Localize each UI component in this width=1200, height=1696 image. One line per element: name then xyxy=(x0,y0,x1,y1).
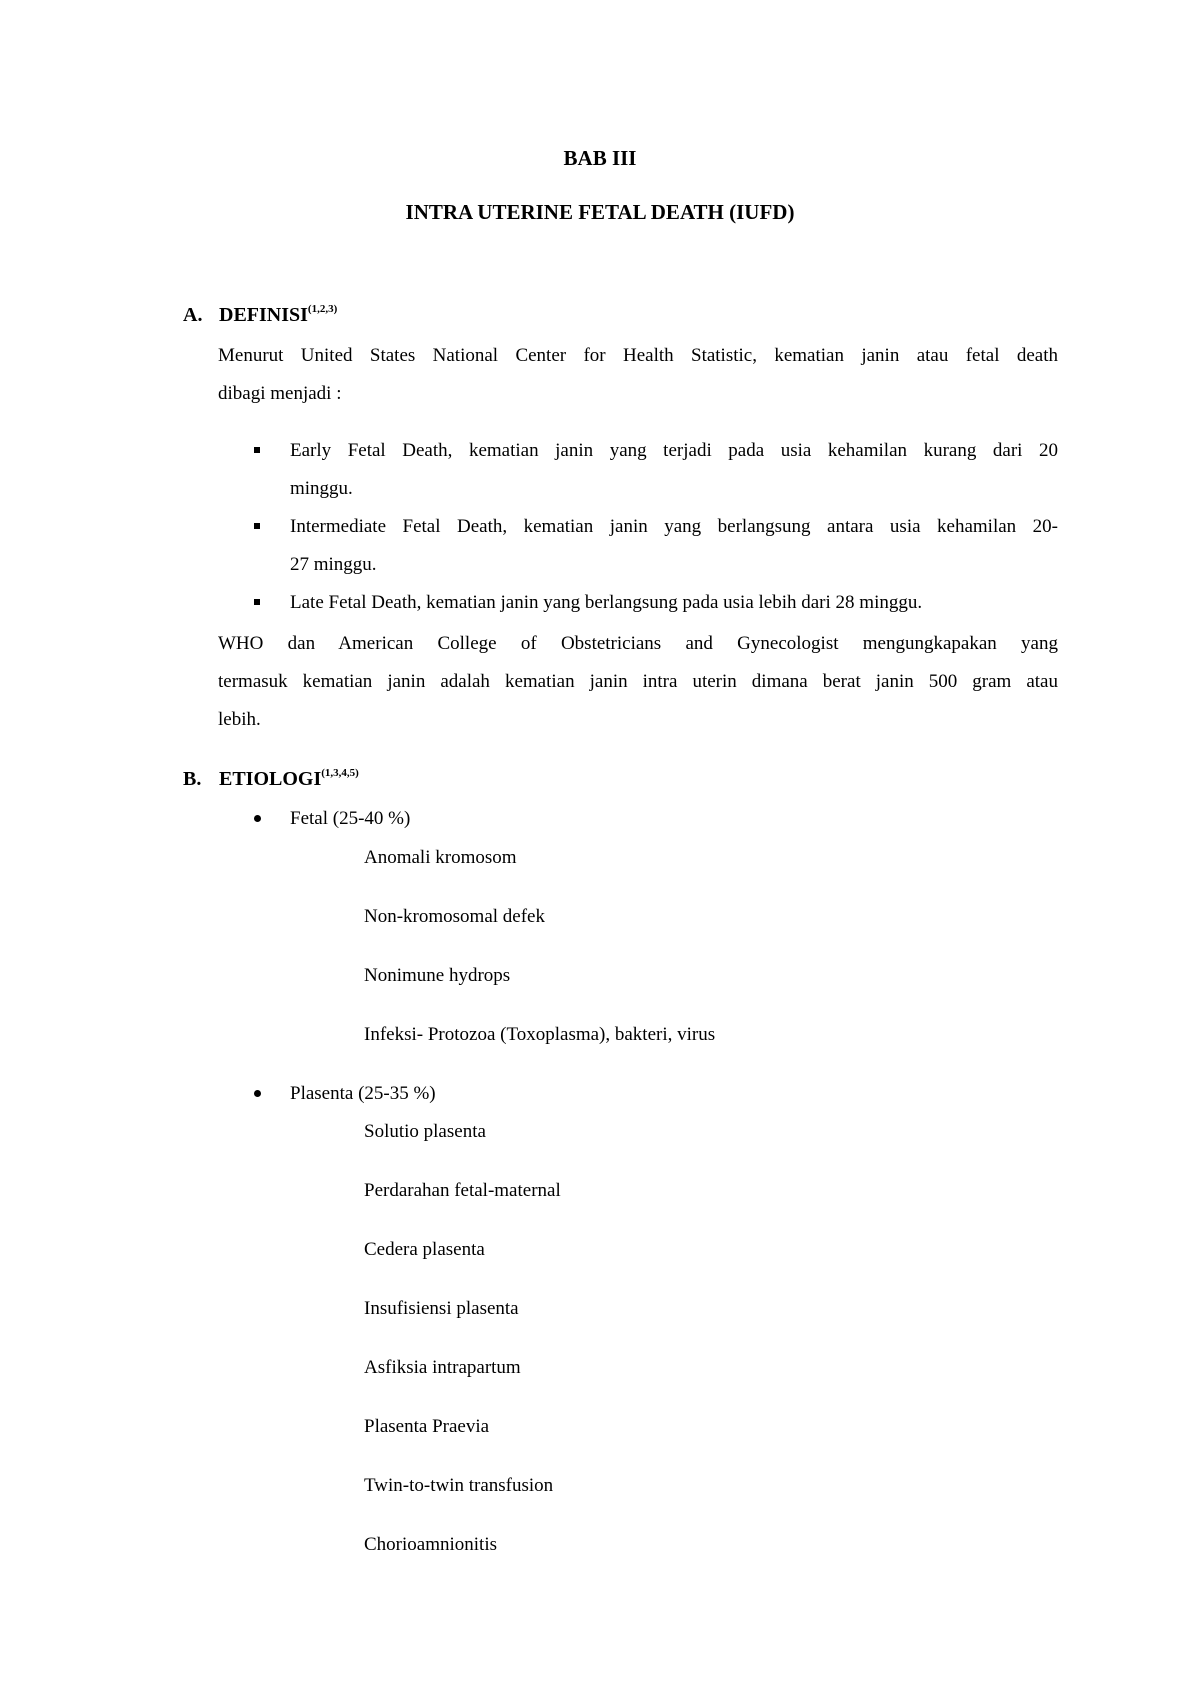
section-a-refs: (1,2,3) xyxy=(307,303,338,315)
etiology-item: Non-kromosomal defek xyxy=(364,906,545,927)
etiology-item: Solutio plasenta xyxy=(364,1121,486,1142)
etiology-item: Asfiksia intrapartum xyxy=(364,1357,521,1378)
etiology-item: Perdarahan fetal-maternal xyxy=(364,1180,561,1201)
section-a-heading xyxy=(183,303,337,327)
square-bullet-icon xyxy=(254,599,260,605)
fetal-death-types-list xyxy=(218,432,1058,622)
etiology-item: Plasenta Praevia xyxy=(364,1416,490,1437)
intro-line: dibagi menjadi : xyxy=(218,383,342,404)
closing-line: termasuk kematian janin adalah kematian janin intra uterin dimana berat janin 500 gram atau xyxy=(218,671,1058,692)
etiology-item: Nonimune hydrops xyxy=(364,965,511,986)
etiology-group-label: Fetal (25-40 %) xyxy=(290,808,411,829)
section-a-closing xyxy=(218,625,1058,739)
section-a-letter: A. xyxy=(183,304,203,326)
list-item xyxy=(218,432,1058,508)
etiology-item: Anomali kromosom xyxy=(364,847,517,868)
list-item-line: Intermediate Fetal Death, kematian janin yang berlangsung antara usia kehamilan 20- xyxy=(290,516,1058,537)
etiology-item: Cedera plasenta xyxy=(364,1239,485,1260)
etiology-item: Infeksi- Protozoa (Toxoplasma), bakteri, virus xyxy=(364,1024,716,1045)
etiology-group-label: Plasenta (25-35 %) xyxy=(290,1083,436,1104)
square-bullet-icon xyxy=(254,447,260,453)
chapter-number: BAB III xyxy=(563,146,637,170)
section-b-refs: (1,3,4,5) xyxy=(321,767,359,779)
list-item-line: minggu. xyxy=(290,478,353,499)
section-a-title: DEFINISI xyxy=(219,304,308,326)
closing-line: WHO dan American College of Obstetricians and Gynecologist mengungkapakan yang xyxy=(218,633,1058,654)
intro-line: Menurut United States National Center for Health Statistic, kematian janin atau fetal death xyxy=(218,345,1058,366)
square-bullet-icon xyxy=(254,523,260,529)
etiology-group-fetal xyxy=(218,804,410,834)
closing-line: lebih. xyxy=(218,709,261,730)
section-a-intro xyxy=(218,337,1058,413)
etiology-item: Insufisiensi plasenta xyxy=(364,1298,519,1319)
list-item xyxy=(218,584,1058,622)
list-item-line: 27 minggu. xyxy=(290,554,377,575)
section-b-title: ETIOLOGI xyxy=(219,768,322,790)
section-b-heading xyxy=(183,767,359,791)
list-item-line: Late Fetal Death, kematian janin yang berlangsung pada usia lebih dari 28 minggu. xyxy=(290,592,923,613)
round-bullet-icon xyxy=(254,815,261,822)
etiology-group-plasenta xyxy=(218,1079,436,1109)
round-bullet-icon xyxy=(254,1090,261,1097)
list-item xyxy=(218,508,1058,584)
chapter-title: INTRA UTERINE FETAL DEATH (IUFD) xyxy=(405,200,795,224)
list-item-line: Early Fetal Death, kematian janin yang terjadi pada usia kehamilan kurang dari 20 xyxy=(290,440,1058,461)
section-b-letter: B. xyxy=(183,768,202,790)
etiology-item: Twin-to-twin transfusion xyxy=(364,1475,554,1496)
etiology-item: Chorioamnionitis xyxy=(364,1534,497,1555)
